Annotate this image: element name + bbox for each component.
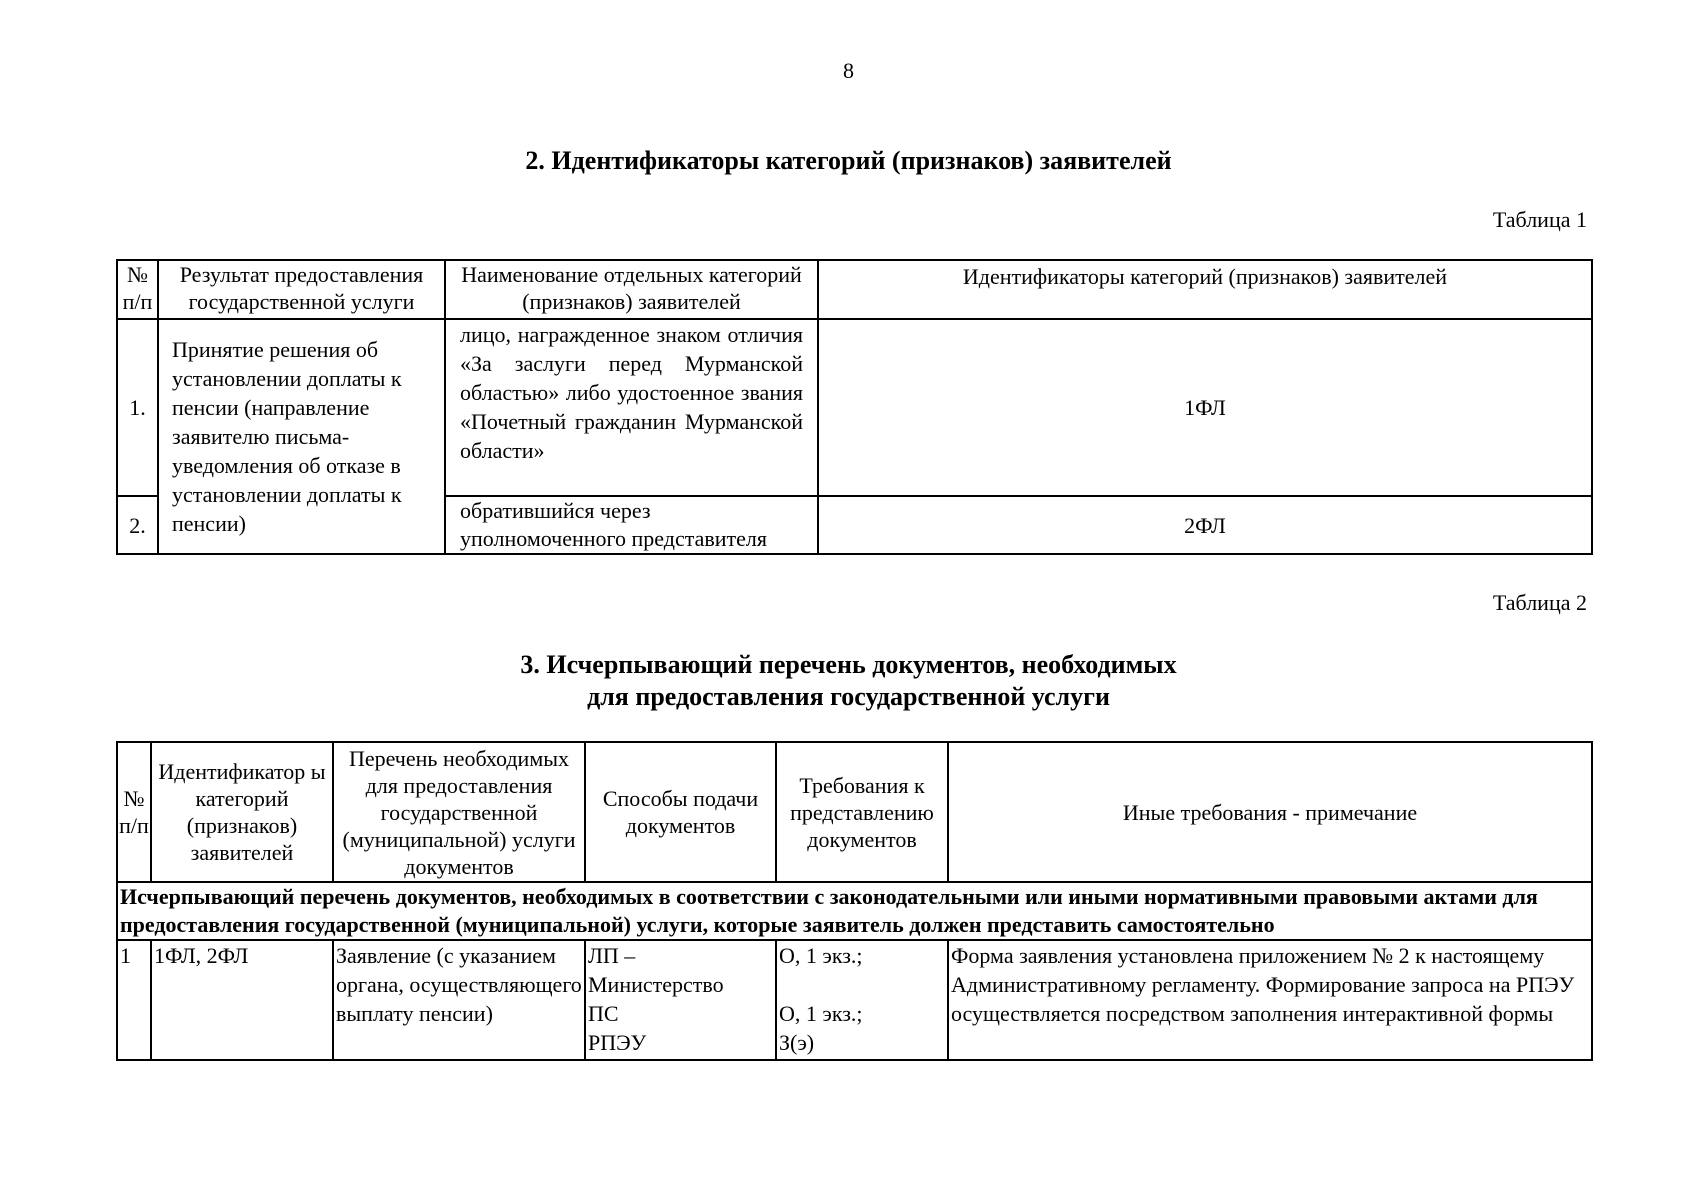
- method-item: ЛП –: [588, 943, 636, 968]
- requirement-item: О, 1 экз.;: [779, 1001, 863, 1026]
- header-result: Результат предоставления государственной услуги: [158, 260, 445, 319]
- header-documents: Перечень необходимых для предоставления государственной (муниципальной) услуги документов: [333, 742, 585, 882]
- header-identifiers: Идентификаторы категорий (признаков) заявителей: [818, 260, 1592, 319]
- table2-label: Таблица 2: [1492, 590, 1587, 615]
- requirement-item: О, 1 экз.;: [779, 943, 863, 968]
- row-num: 1.: [117, 319, 158, 496]
- row-num: 1: [117, 940, 151, 1060]
- identifiers-table: [116, 259, 1593, 555]
- row-identifier: 2ФЛ: [818, 496, 1592, 554]
- section-row-text: Исчерпывающий перечень документов, необходимых в соответствии с законодательными или иными нормативными правовыми актами для предоставления государственной (муниципальной) услуги, которые заявитель должен представить самостоятельно: [117, 882, 1592, 940]
- row-note: Форма заявления установлена приложением № 2 к настоящему Административному регламенту. Формирование запроса на РПЭУ осуществляется посредством заполнения интерактивной формы: [948, 940, 1592, 1060]
- row-requirements: [776, 940, 948, 1060]
- row-category: обратившийся через уполномоченного представителя: [445, 496, 818, 554]
- section-row: [117, 882, 1592, 940]
- header-num: № п/п: [117, 260, 158, 319]
- table-header-row: [117, 260, 1592, 319]
- section3-title-line1: 3. Исчерпывающий перечень документов, необходимых: [520, 650, 1177, 679]
- header-methods: Способы подачи документов: [585, 742, 776, 882]
- method-item: Министерство: [588, 972, 724, 997]
- requirement-item: [779, 970, 945, 999]
- header-requirements: Требования к представлению документов: [776, 742, 948, 882]
- result-text: Принятие решения об установлении доплаты к пенсии (направление заявителю письма-уведомления об отказе в установлении доплаты к пенсии): [158, 319, 445, 554]
- row-num: 2.: [117, 496, 158, 554]
- row-identifier: 1ФЛ: [818, 319, 1592, 496]
- header-num: № п/п: [117, 742, 151, 882]
- page-number: 8: [843, 58, 854, 83]
- section2-title: 2. Идентификаторы категорий (признаков) заявителей: [525, 146, 1172, 175]
- row-document: Заявление (с указанием органа, осуществляющего выплату пенсии): [333, 940, 585, 1060]
- table-row: [117, 940, 1592, 1060]
- table1-label: Таблица 1: [1492, 207, 1587, 232]
- header-categories: Наименование отдельных категорий (признаков) заявителей: [445, 260, 818, 319]
- row-category: лицо, награжденное знаком отличия «За заслуги перед Мурманской областью» либо удостоенное звания «Почетный гражданин Мурманской области»: [445, 319, 818, 496]
- header-identifiers: Идентификатор ы категорий (признаков) заявителей: [151, 742, 333, 882]
- table-row: [117, 319, 1592, 496]
- method-item: РПЭУ: [588, 1030, 647, 1055]
- documents-table: [116, 741, 1593, 1061]
- requirement-item: З(э): [779, 1030, 815, 1055]
- method-item: ПС: [588, 1001, 619, 1026]
- table-header-row: [117, 742, 1592, 882]
- section3-title-line2: для предоставления государственной услуги: [587, 682, 1110, 711]
- row-methods: [585, 940, 776, 1060]
- row-identifiers: 1ФЛ, 2ФЛ: [151, 940, 333, 1060]
- header-other: Иные требования - примечание: [948, 742, 1592, 882]
